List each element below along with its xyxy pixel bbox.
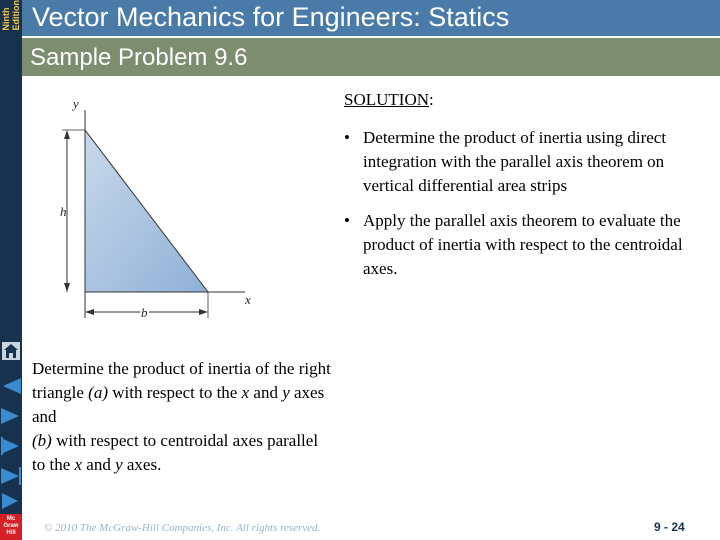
x-axis-label: x <box>245 292 251 307</box>
logo-line: Graw <box>3 523 19 529</box>
y-variable: y <box>115 455 123 474</box>
problem-text: axes and <box>32 383 325 426</box>
next-slide-icon <box>1 437 21 455</box>
mcgraw-hill-logo <box>0 514 22 540</box>
problem-text: with respect to the <box>108 383 242 402</box>
home-button[interactable] <box>0 340 22 362</box>
book-title: Vector Mechanics for Engineers: Statics <box>32 2 510 32</box>
edition-word-ninth: Ninth <box>1 7 11 31</box>
h-label: h <box>60 204 67 219</box>
last-slide-icon <box>1 467 21 485</box>
first-slide-icon <box>1 377 21 395</box>
copyright-notice: © 2010 The McGraw-Hill Companies, Inc. All rights reserved. <box>44 522 321 534</box>
problem-text: and <box>249 383 283 402</box>
solution-colon: : <box>429 90 434 109</box>
logo-line: Mc <box>6 516 16 522</box>
end-show-icon <box>2 492 20 510</box>
bullet-marker: • <box>344 128 350 147</box>
previous-slide-button[interactable] <box>0 405 22 427</box>
solution-step-text: Apply the parallel axis theorem to evaluate the product of inertia with respect to the centroidal axes. <box>363 211 683 278</box>
end-show-button[interactable] <box>0 490 22 512</box>
page-number: 9 - 24 <box>654 520 685 534</box>
solution-step-text: Determine the product of inertia using direct integration with the parallel axis theorem on vertical differential area strips <box>363 128 667 195</box>
triangle-figure <box>55 92 265 324</box>
b-arrow-left <box>85 309 94 315</box>
y-axis-label: y <box>73 96 79 111</box>
next-slide-button[interactable] <box>0 435 22 457</box>
subheader-bar <box>22 38 720 76</box>
slide-title: Sample Problem 9.6 <box>30 44 248 71</box>
solution-label-text: SOLUTION <box>344 90 429 109</box>
previous-slide-icon <box>1 407 21 425</box>
left-sidebar <box>0 0 22 540</box>
h-arrow-bottom <box>64 283 70 292</box>
problem-text: axes. <box>122 455 162 474</box>
logo-line: Hill <box>6 530 16 536</box>
x-variable: x <box>74 455 83 474</box>
part-b-label: (b) <box>32 431 52 450</box>
right-triangle-shape <box>85 130 208 292</box>
header-bar <box>22 0 720 36</box>
edition-badge <box>0 0 22 46</box>
solution-steps <box>344 126 714 292</box>
problem-text: Determine the product of inertia of the right triangle <box>32 359 331 402</box>
solution-step <box>344 209 714 281</box>
last-slide-button[interactable] <box>0 465 22 487</box>
b-label: b <box>141 305 148 320</box>
problem-text: with respect to centroidal axes parallel to the <box>32 431 319 474</box>
first-slide-button[interactable] <box>0 375 22 397</box>
b-arrow-right <box>199 309 208 315</box>
y-variable: y <box>282 383 290 402</box>
h-arrow-top <box>64 130 70 139</box>
problem-statement <box>32 357 332 477</box>
x-variable: x <box>241 383 250 402</box>
home-icon <box>2 342 20 360</box>
edition-word-edition: Edition <box>11 0 21 31</box>
part-a-label: (a) <box>88 383 108 402</box>
solution-step <box>344 126 714 198</box>
bullet-marker: • <box>344 211 350 230</box>
solution-heading <box>344 90 434 110</box>
problem-text: and <box>82 455 116 474</box>
